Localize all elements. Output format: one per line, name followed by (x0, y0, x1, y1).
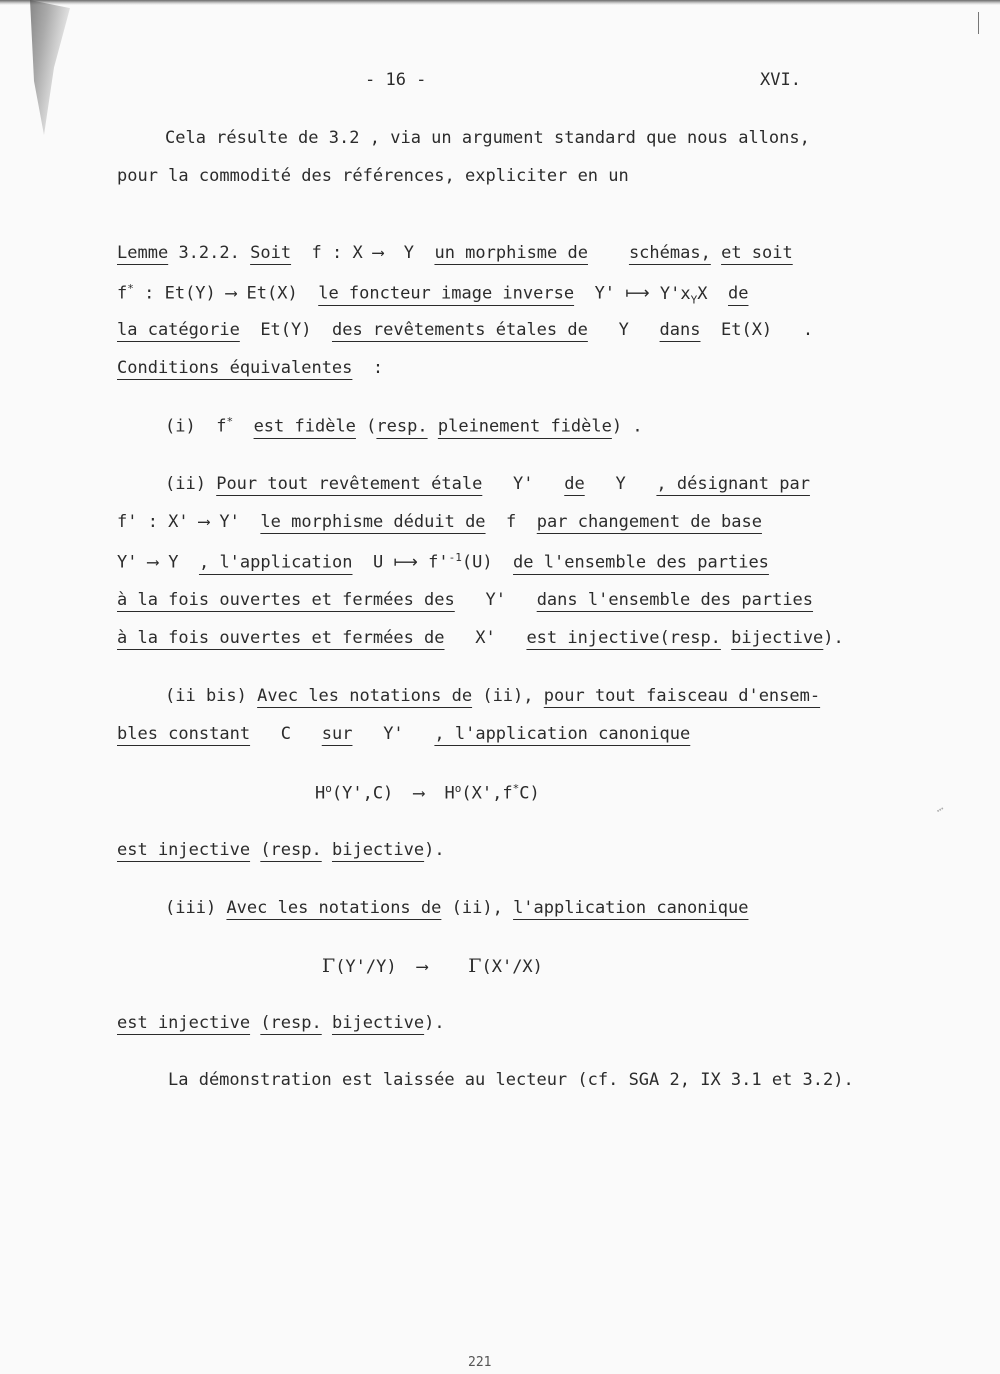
lemma-foncteur: le foncteur image inverse (318, 283, 575, 304)
intro-line-1 (165, 128, 810, 148)
formula-H2: H (444, 783, 455, 804)
arrow-icon: ⟶ (413, 783, 425, 804)
lemma-etX: Et(X) (246, 283, 298, 304)
formula-right: (X'/X) (481, 957, 543, 977)
gamma-icon: Γ (322, 955, 336, 977)
cond-ii-X: X' (475, 628, 496, 648)
intro-ref: 3.2 (328, 128, 360, 148)
condition-ii-line-1 (165, 474, 810, 494)
cond-ii-text: Pour tout revêtement étale (216, 474, 483, 494)
lemma-EtY: Et(Y) (260, 320, 312, 340)
page-top-edge (0, 0, 1000, 5)
lemma-etY: : Et(Y) (144, 283, 216, 304)
fibre-a: Y'x (659, 283, 691, 304)
cond-ii-ensemble: de l'ensemble des parties (513, 552, 769, 573)
cond-ii-injective: est injective (526, 628, 660, 648)
cond-iii-bijective: bijective (331, 1013, 425, 1033)
cond-iii-ref: (ii), (451, 898, 503, 918)
cond-iibis-sur: sur (321, 724, 353, 744)
lemma-line-2 (117, 282, 748, 306)
cond-iibis-faisceau: pour tout faisceau d'ensem- (543, 686, 821, 706)
cond-iii-label: (iii) (165, 898, 217, 918)
lemma-morphisme: un morphisme de (434, 243, 588, 263)
lemma-schemas: schémas, (628, 243, 711, 263)
arrow-icon: ⟶ (147, 552, 158, 573)
lemma-star: * (127, 282, 134, 295)
cond-iibis-formula (315, 782, 540, 804)
cond-i-pleinement: pleinement fidèle (437, 416, 612, 437)
fibre-b: X (697, 283, 708, 304)
cond-ii-morphisme: le morphisme déduit de (260, 512, 486, 532)
cond-iibis-resp: (resp. (260, 840, 322, 860)
cond-iii-application: l'application canonique (513, 898, 749, 918)
cond-iibis-close: ). (424, 840, 445, 860)
cond-ii-Y4: Y (168, 552, 179, 573)
lemma-et-soit: et soit (721, 243, 793, 263)
cond-ii-de: de (564, 474, 585, 494)
cond-i-label: (i) (165, 416, 196, 437)
lemma-conditions: Conditions équivalentes (117, 358, 353, 378)
condition-ii-line-2 (117, 512, 762, 532)
cond-iii-avec: Avec les notations de (226, 898, 442, 918)
formula-right-c: C) (519, 783, 540, 804)
lemma-fstar: f (117, 283, 128, 304)
lemma-soit: Soit (250, 243, 292, 263)
cond-ii-dans: dans l'ensemble des parties (536, 590, 814, 610)
cond-ii-Y3: Y' (117, 552, 138, 573)
proof-text: La démonstration est laissée au lecteur (cf. SGA 2, IX 3.1 et 3.2). (168, 1070, 854, 1090)
lemma-line-1 (117, 243, 793, 263)
cond-i-star: * (226, 415, 234, 428)
cond-ii-designant: , désignant par (656, 474, 810, 494)
cond-ii-Yprime: Y' (219, 512, 240, 532)
cond-ii-U2: (U) (461, 552, 493, 573)
intro-line-2: pour la commodité des références, expliciter en un (117, 166, 629, 186)
formula-H-sup: o (325, 782, 332, 795)
cond-ii-resp: (resp. (659, 628, 721, 648)
cond-ii-fprime: f' : X' (117, 512, 189, 532)
lemma-line-4 (117, 358, 383, 378)
lemma-revetements: des revêtements étales de (331, 320, 588, 340)
lemma-EtX2: Et(X) (720, 320, 773, 340)
cond-ii-Y: Y' (513, 474, 534, 494)
cond-iibis-injective: est injective (117, 840, 251, 860)
cond-i-resp: resp. (376, 416, 428, 437)
cond-iibis-application: , l'application canonique (434, 724, 691, 744)
cond-iibis-avec: Avec les notations de (257, 686, 473, 706)
cond-i-fidele: est fidèle (253, 416, 356, 437)
condition-iii-line-1 (165, 898, 748, 918)
lemma-number: 3.2.2. (178, 243, 240, 263)
lemma-colon: : (372, 358, 384, 378)
lemma-map: f : X (311, 243, 363, 263)
arrow-icon: ⟶ (226, 283, 237, 304)
condition-ii-line-3 (117, 551, 769, 573)
arrow-icon: ⟶ (198, 512, 210, 532)
scan-artifact: … (931, 799, 946, 815)
formula-left: (Y',C) (331, 783, 394, 804)
cond-ii-inv: -1 (448, 551, 462, 564)
cond-iibis-C: C (280, 724, 292, 744)
cond-ii-bijective: bijective (731, 628, 824, 648)
cond-iibis-constant: bles constant (117, 724, 251, 744)
mapsto-icon: ⟼ (393, 552, 418, 573)
lemma-Yprime: Y' (594, 283, 616, 304)
arrow-icon: ⟶ (372, 243, 384, 263)
lemma-de: de (728, 283, 749, 304)
cond-ii-f: f (506, 512, 517, 532)
lemma-Y2: Y (618, 320, 629, 340)
cond-ii-Y2: Y (615, 474, 626, 494)
condition-ii-line-4 (117, 590, 813, 610)
formula-H2-sup: o (454, 782, 462, 795)
cond-i-f: f (216, 416, 227, 437)
intro-text: , via un argument standard que nous allons, (369, 128, 810, 148)
cond-ii-close: ). (823, 628, 844, 648)
lemma-fibre-product (659, 283, 708, 307)
arrow-icon: ⟶ (417, 957, 428, 977)
lemma-dans: dans (659, 320, 701, 340)
cond-ii-application: , l'application (198, 552, 353, 573)
cond-iii-injective: est injective (117, 1013, 251, 1033)
fibre-sub: Y (690, 293, 698, 307)
cond-ii-ouvertes: à la fois ouvertes et fermées des (117, 590, 455, 610)
cond-iii-close: ). (424, 1013, 445, 1033)
intro-text: Cela résulte de (165, 128, 319, 148)
lemma-title: Lemme (117, 243, 169, 263)
cond-iibis-bijective: bijective (331, 840, 425, 860)
lemma-Y: Y (403, 243, 414, 263)
scan-mark (978, 12, 979, 34)
cond-ii-Y5: Y' (485, 590, 506, 610)
cond-iii-formula (322, 955, 543, 977)
cond-iibis-ref: (ii), (482, 686, 534, 706)
condition-iibis-line-1 (165, 686, 820, 706)
cond-iibis-Y: Y' (383, 724, 404, 744)
condition-iibis-line-2 (117, 724, 690, 744)
scan-smudge (30, 0, 70, 135)
condition-iibis-line-3 (117, 840, 445, 860)
cond-ii-label: (ii) (165, 474, 206, 494)
formula-right: (X',f (461, 783, 513, 804)
condition-ii-line-5 (117, 628, 844, 648)
cond-iii-resp: (resp. (260, 1013, 322, 1033)
condition-iii-line-2 (117, 1013, 445, 1033)
section-number: XVI. (760, 70, 801, 90)
lemma-line-3 (117, 320, 813, 340)
cond-iibis-label: (ii bis) (165, 686, 247, 706)
cond-ii-U: U (372, 552, 384, 573)
formula-H: H (315, 783, 326, 804)
footer-number: 221 (468, 1355, 492, 1370)
gamma-icon: Γ (468, 955, 482, 977)
condition-i (165, 415, 643, 437)
formula-star: * (512, 782, 520, 795)
cond-ii-finv: f' (428, 552, 449, 573)
cond-ii-ouvertes2: à la fois ouvertes et fermées de (117, 628, 445, 648)
cond-i-paren: ( (366, 416, 377, 437)
cond-ii-changement: par changement de base (536, 512, 762, 532)
page-number: - 16 - (365, 70, 427, 90)
lemma-categorie: la catégorie (117, 320, 240, 340)
lemma-dot: . (802, 320, 814, 340)
mapsto-icon: ⟼ (625, 283, 650, 304)
cond-i-close: ) . (611, 416, 643, 437)
formula-left: (Y'/Y) (335, 957, 397, 977)
